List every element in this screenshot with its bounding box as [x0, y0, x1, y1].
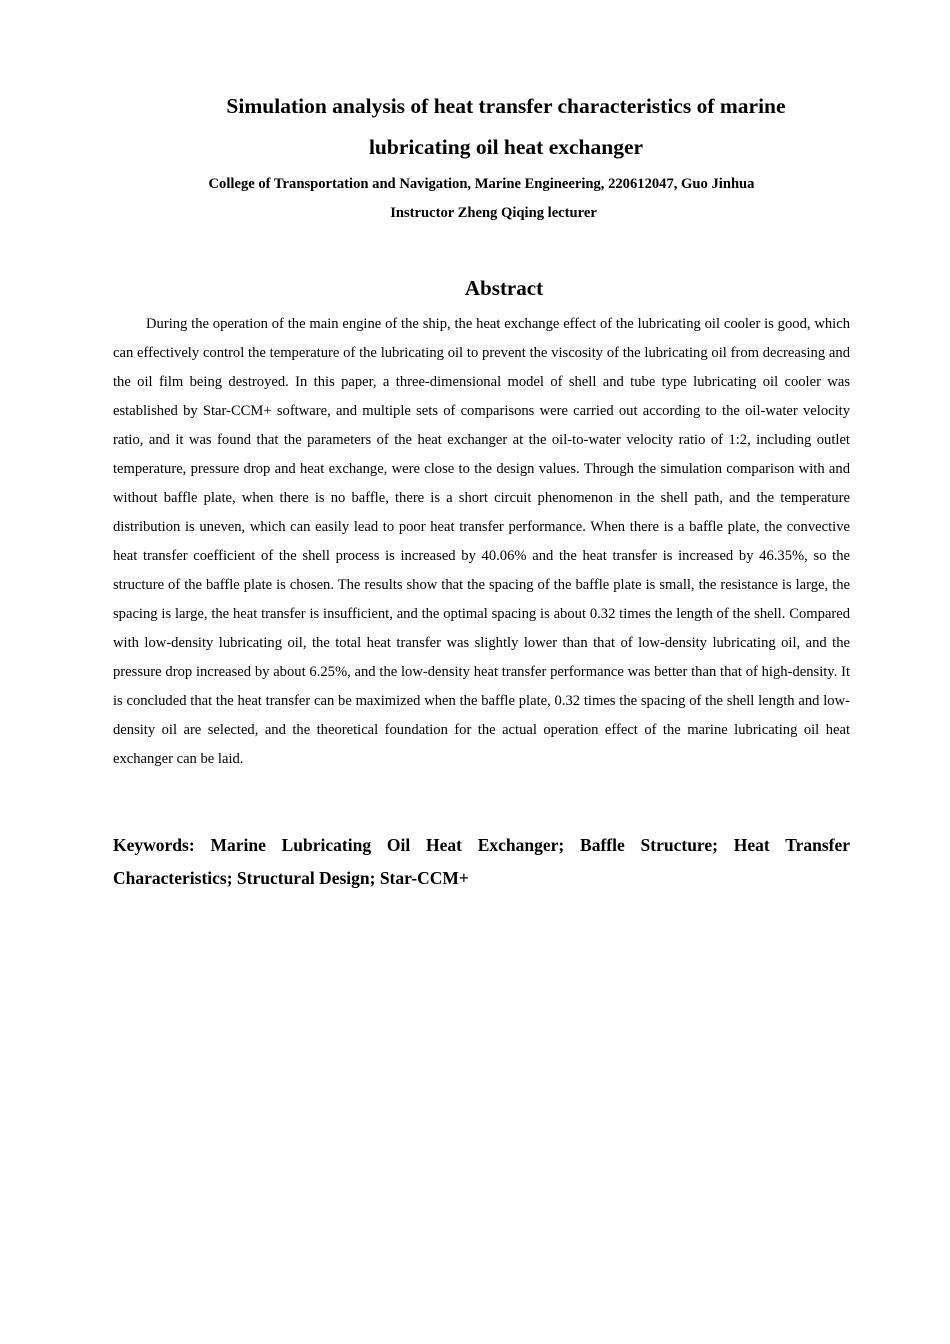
keywords-line: Keywords: Marine Lubricating Oil Heat Exchanger; Baffle Structure; Heat Transfer Characteristics; Structural Design; Star-CCM+	[113, 835, 850, 888]
paper-title-line-1: Simulation analysis of heat transfer characteristics of marine	[226, 94, 786, 118]
paper-title	[150, 86, 862, 168]
paper-title-line-2: lubricating oil heat exchanger	[368, 135, 644, 159]
author-affiliation: College of Transportation and Navigation, Marine Engineering, 220612047, Guo Jinhua	[208, 176, 755, 192]
instructor-line: Instructor Zheng Qiqing lecturer	[390, 205, 597, 221]
abstract-heading: Abstract	[464, 276, 544, 300]
abstract-body: During the operation of the main engine of the ship, the heat exchange effect of the lubricating oil cooler is good, which can effectively control the temperature of the lubricating oil to prevent the viscosity of the lubricating oil from decreasing and the oil film being destroyed. In this paper, a three-dimensional model of shell and tube type lubricating oil cooler was established by Star-CCM+ software, and multiple sets of comparisons were carried out according to the oil-water velocity ratio, and it was found that the parameters of the heat exchanger at the oil-to-water velocity ratio of 1:2, including outlet temperature, pressure drop and heat exchange, were close to the design values. Through the simulation comparison with and without baffle plate, when there is no baffle, there is a short circuit phenomenon in the shell path, and the temperature distribution is uneven, which can easily lead to poor heat transfer performance. When there is a baffle plate, the convective heat transfer coefficient of the shell process is increased by 40.06% and the heat transfer is increased by 46.35%, so the structure of the baffle plate is chosen. The results show that the spacing of the baffle plate is small, the resistance is large, the spacing is large, the heat transfer is insufficient, and the optimal spacing is about 0.32 times the length of the shell. Compared with low-density lubricating oil, the total heat transfer was slightly lower than that of low-density lubricating oil, and the pressure drop increased by about 6.25%, and the low-density heat transfer performance was better than that of high-density. It is concluded that the heat transfer can be maximized when the baffle plate, 0.32 times the spacing of the shell length and low-density oil are selected, and the theoretical foundation for the actual operation effect of the marine lubricating oil heat exchanger can be laid.	[113, 316, 850, 767]
